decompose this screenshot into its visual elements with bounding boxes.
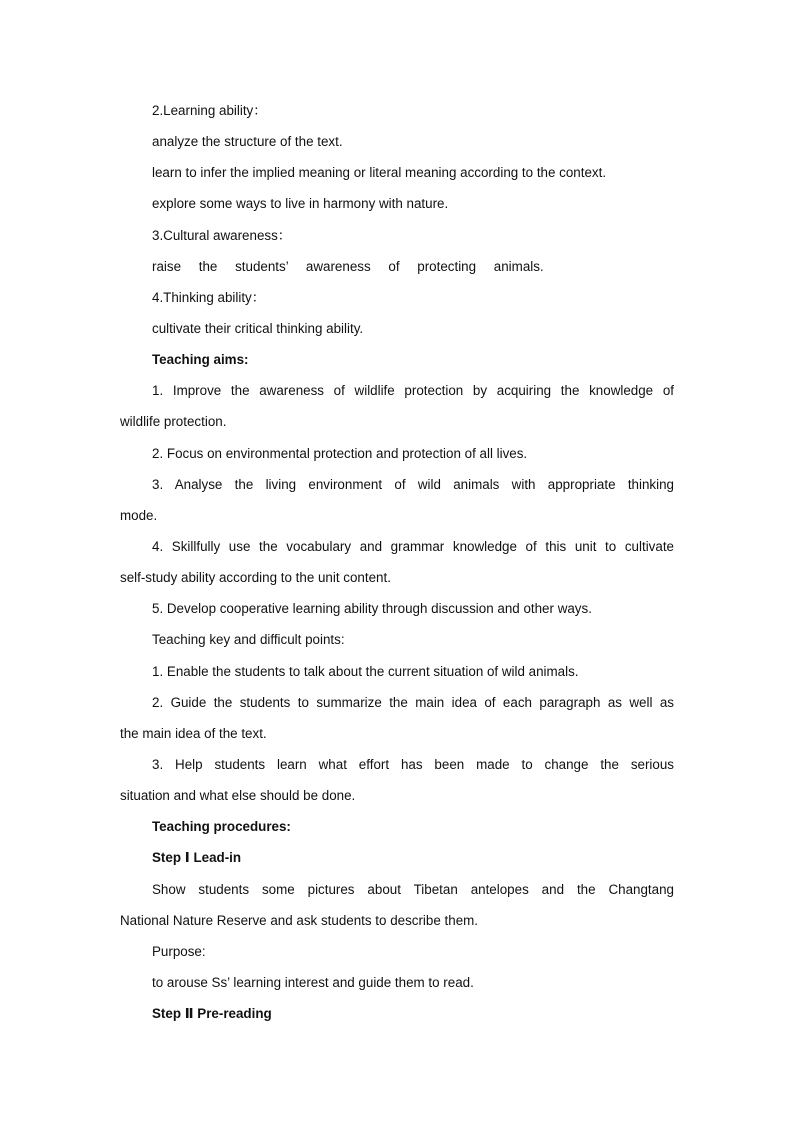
text-line: the main idea of the text. [120,725,267,741]
text-line: 1. Enable the students to talk about the current situation of wild animals. [152,663,579,679]
document-body [120,101,674,1035]
text-line: explore some ways to live in harmony with nature. [152,196,449,212]
text-line: 2. Focus on environmental protection and protection of all lives. [152,445,528,461]
text-line: 2.Learning ability： [152,103,267,118]
text-line: National Nature Reserve and ask students to describe them. [120,912,479,928]
text-line: 3. Help students learn what effort has been made to change the serious [152,756,674,772]
text-line: situation and what else should be done. [120,788,356,804]
text-line: 1. Improve the awareness of wildlife protection by acquiring the knowledge of [152,383,674,399]
section-heading: Step Ⅱ Pre-reading [152,1006,272,1022]
text-line: Show students some pictures about Tibetan antelopes and the Changtang [152,881,674,897]
text-line: to arouse Ss’ learning interest and guide them to read. [152,974,474,990]
text-line: cultivate their critical thinking ability. [152,320,364,336]
text-line: 5. Develop cooperative learning ability through discussion and other ways. [152,601,592,617]
text-line: mode. [120,507,158,523]
text-line: 4.Thinking ability： [152,289,266,305]
text-line: 4. Skillfully use the vocabulary and grammar knowledge of this unit to cultivate [152,538,674,554]
text-line: 2. Guide the students to summarize the main idea of each paragraph as well as [152,694,674,710]
text-line: learn to infer the implied meaning or literal meaning according to the context. [152,165,607,181]
text-line: Teaching key and difficult points: [152,632,345,648]
section-heading: Teaching procedures: [152,819,291,835]
text-line: raise the students’ awareness of protecting animals. [152,258,544,274]
section-heading: Step Ⅰ Lead-in [152,850,242,866]
text-line: 3.Cultural awareness： [152,227,292,243]
text-line: analyze the structure of the text. [152,134,343,150]
section-heading: Teaching aims: [152,352,249,368]
text-line: wildlife protection. [120,414,227,430]
text-line: self-study ability according to the unit content. [120,570,391,586]
text-line: 3. Analyse the living environment of wild animals with appropriate thinking [152,476,674,492]
text-line: Purpose: [152,943,206,959]
